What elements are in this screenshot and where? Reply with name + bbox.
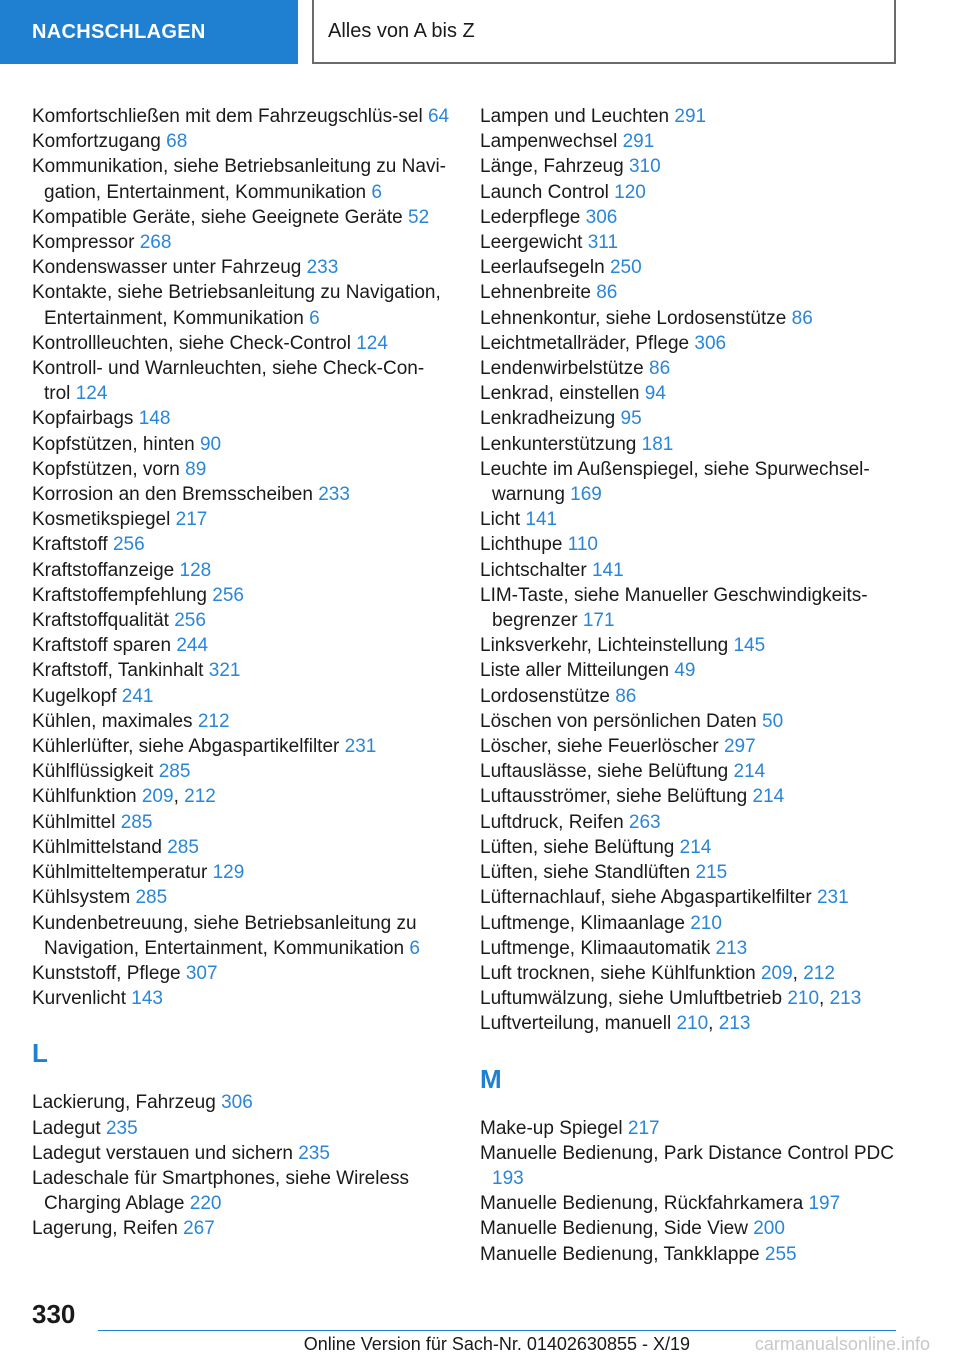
index-entry [480,936,900,961]
index-column-right [480,104,900,1267]
index-term: Kraftstoff, Tankinhalt [32,660,204,682]
index-term: Kondenswasser unter Fahrzeug [32,257,302,279]
index-term: Manuelle Bedienung, Side View [480,1218,748,1240]
index-entry [480,230,900,255]
online-version-note: Online Version für Sach-Nr. 01402630855 - X/19 [303,1334,690,1354]
index-term: Ladeschale für Smartphones, siehe Wireless Charging Ablage [32,1167,410,1215]
page-link[interactable]: 256 [212,584,244,606]
index-term: Kompatible Geräte, siehe Geeignete Geräte [32,206,403,228]
index-term: Kugelkopf [32,685,117,707]
index-entry [32,507,450,532]
index-term: Licht [480,509,521,531]
index-entry [32,457,450,482]
page-link[interactable]: 95 [620,408,642,430]
page-link[interactable]: 285 [135,887,168,909]
page-link[interactable]: 210 [676,1013,709,1035]
index-entry [480,911,900,936]
index-term: Komfortschließen mit dem Fahrzeugschlüs‐sel [32,106,423,127]
index-term: Lüften, siehe Standlüften [480,862,691,884]
index-entry [480,154,900,179]
index-term: Manuelle Bedienung, Tankklappe [480,1243,760,1265]
index-term: Kontakte, siehe Betriebsanleitung zu Navigation, Entertainment, Kommunikation [32,282,441,329]
index-term: Kraftstoffempfehlung [32,584,207,606]
page-link[interactable]: 212 [803,962,835,984]
index-entry [32,885,450,910]
index-term: Lordosenstütze [480,685,610,707]
index-term: Ladegut [32,1117,101,1139]
index-entry [32,356,450,406]
index-term: Kraftstoff [32,534,108,556]
page-link[interactable]: 89 [185,458,207,480]
index-entry [32,986,450,1011]
page-link[interactable]: 86 [615,685,637,707]
page-link[interactable]: 181 [641,433,674,455]
index-entry: Luftverteilung, manuell 210, 213 [480,1013,751,1035]
index-term: Kühlmittelstand [32,836,162,858]
index-term: Löschen von persönlichen Daten [480,710,757,732]
page-link[interactable]: 143 [131,988,163,1010]
index-entry [480,860,900,885]
index-entry [32,835,450,860]
index-section-letter: L [32,1038,48,1069]
index-term: Manuelle Bedienung, Park Distance Control PDC [480,1142,894,1164]
index-term: Kühlerlüfter, siehe Abgaspartikelfilter [32,736,340,758]
page-link[interactable]: 145 [733,635,766,657]
page-link[interactable]: 129 [212,862,245,884]
index-term: Lichtschalter [480,559,587,581]
index-term: Kühlmitteltemperatur [32,862,208,884]
index-term: Lampenwechsel [480,131,618,153]
index-term: Lenkradheizung [480,408,616,430]
page-link[interactable]: 220 [189,1193,222,1215]
index-entry [32,911,450,961]
index-term: Luftumwälzung, siehe Umluftbetrieb [480,988,783,1010]
page-link[interactable]: 212 [197,710,230,732]
section-tab[interactable]: NACHSCHLAGEN [0,0,298,64]
index-entry [480,180,900,205]
index-entry [480,709,900,734]
index-entry [480,759,900,784]
index-entry [480,1141,900,1191]
index-entry [32,709,450,734]
index-entry [480,1242,900,1267]
page-link[interactable]: 209 [760,962,793,984]
index-term: Kurvenlicht [32,988,126,1010]
page-link[interactable]: 214 [733,761,766,783]
index-entry [480,406,900,431]
index-entry [480,255,900,280]
index-entry [32,432,450,457]
index-term: Kunststoff, Pflege [32,962,181,984]
page-link[interactable]: 124 [356,332,388,354]
index-entry [32,684,450,709]
index-term: Luftdruck, Reifen [480,811,624,833]
page-link[interactable]: 94 [644,383,666,405]
page-link[interactable]: 217 [175,509,208,531]
index-term: Luftmenge, Klimaanlage [480,912,685,934]
index-entry [32,860,450,885]
index-term: Kühlen, maximales [32,710,193,732]
page-link[interactable]: 128 [179,559,212,581]
index-entry [32,331,450,356]
page-link[interactable]: 213 [718,1013,751,1035]
index-term: Leergewicht [480,232,583,254]
index-term: Launch Control [480,181,609,203]
page-link[interactable]: 267 [183,1218,215,1240]
page-link[interactable]: 209 [141,786,174,808]
index-term: Leuchte im Außenspiegel, siehe Spurwechsel‐warnung [480,458,870,506]
page-link[interactable]: 285 [167,836,199,858]
page-number: 330 [32,1299,76,1329]
index-term: Kommunikation, siehe Betriebsanleitung zu Navi‐gation, Entertainment, Kommunikation [32,156,446,203]
index-entry [480,432,900,457]
index-entry [32,129,450,154]
index-entry: Kühlfunktion 209, 212 [32,786,216,808]
index-term: Löscher, siehe Feuerlöscher [480,736,719,758]
index-entry [480,1216,900,1241]
index-entry [32,104,450,129]
page-link[interactable]: 268 [139,232,172,254]
index-term: Kompressor [32,232,135,254]
page-link[interactable]: 231 [816,887,849,909]
index-term: Kopfstützen, hinten [32,433,195,455]
page-link[interactable]: 197 [808,1193,841,1215]
page-link[interactable]: 241 [121,685,154,707]
index-entry [480,331,900,356]
page-link[interactable]: 297 [723,736,756,758]
page-link[interactable]: 200 [753,1218,785,1240]
index-term: Luftverteilung, manuell [480,1013,672,1035]
index-entry [32,255,450,280]
index-entry [32,482,450,507]
index-term: Manuelle Bedienung, Rückfahrkamera [480,1193,804,1215]
index-term: Ladegut verstauen und sichern [32,1142,293,1164]
index-term: Lagerung, Reifen [32,1218,178,1240]
index-entry [480,356,900,381]
page-link[interactable]: 214 [752,786,785,808]
index-entry [32,810,450,835]
page-link[interactable]: 171 [582,610,615,632]
page-link[interactable]: 213 [715,937,748,959]
index-term: Lackierung, Fahrzeug [32,1092,216,1114]
index-term: Lendenwirbelstütze [480,358,644,380]
index-term: Kundenbetreuung, siehe Betriebsanleitung zu Navigation, Entertainment, Kommunikation [32,912,417,959]
page-link[interactable]: 306 [221,1092,253,1114]
index-entry [480,280,900,305]
index-term: Länge, Fahrzeug [480,156,624,178]
index-entry [480,1116,900,1141]
index-term: Linksverkehr, Lichteinstellung [480,635,729,657]
page-link[interactable]: 307 [185,962,218,984]
page-link[interactable]: 50 [762,710,784,732]
index-entry [480,104,900,129]
chapter-title: Alles von A bis Z [312,0,896,64]
index-entry [32,1216,450,1241]
index-entry: Luft trocknen, siehe Kühlfunktion 209, 212 [480,962,835,984]
page-link[interactable]: 263 [628,811,661,833]
page-link[interactable]: 306 [694,332,727,354]
page-link[interactable]: 6 [409,937,420,959]
index-entry [32,406,450,431]
page-link[interactable]: 141 [525,509,558,531]
index-term: Luftmenge, Klimaautomatik [480,937,711,959]
index-term: Kühlflüssigkeit [32,761,154,783]
index-entry [480,583,900,633]
index-entry [32,154,450,204]
index-entry [480,885,900,910]
index-term: Luft trocknen, siehe Kühlfunktion [480,962,756,984]
index-section-letter: M [480,1063,502,1094]
page-link[interactable]: 291 [622,131,655,153]
index-term: Korrosion an den Bremsscheiben [32,484,313,506]
page-link[interactable]: 250 [609,257,642,279]
page-link[interactable]: 120 [614,181,646,203]
index-column-left [32,104,450,1242]
index-term: Lenkrad, einstellen [480,383,640,405]
index-term: Luftauslässe, siehe Belüftung [480,761,729,783]
index-entry [32,583,450,608]
page-link[interactable]: 210 [787,988,820,1010]
index-entry [480,658,900,683]
index-entry [32,205,450,230]
index-term: Lampen und Leuchten [480,106,670,127]
page-link[interactable]: 141 [591,559,624,581]
index-entry [32,1090,450,1115]
page-link[interactable]: 311 [587,232,619,254]
index-entry [480,835,900,860]
index-term: Kraftstoffanzeige [32,559,175,581]
index-term: Luftausströmer, siehe Belüftung [480,786,748,808]
page-link[interactable]: 291 [674,106,707,127]
index-entry [480,457,900,507]
page-link[interactable]: 86 [791,307,813,329]
index-term: Kosmetikspiegel [32,509,171,531]
page-link[interactable]: 193 [492,1167,524,1189]
index-entry [32,532,450,557]
index-term: Kontroll- und Warnleuchten, siehe Check-Con‐trol [32,358,425,405]
page-link[interactable]: 235 [298,1142,330,1164]
page-link[interactable]: 64 [427,106,450,127]
index-entry [480,381,900,406]
index-term: Make-up Spiegel [480,1117,623,1139]
index-entry [480,633,900,658]
index-term: Liste aller Mitteilungen [480,660,670,682]
index-entry [32,1116,450,1141]
index-entry [480,532,900,557]
page-link[interactable]: 86 [649,358,671,380]
page-link[interactable]: 235 [105,1117,138,1139]
index-term: Kopfairbags [32,408,134,430]
index-term: Lenkunterstützung [480,433,637,455]
footer-divider [98,1330,896,1331]
page-link[interactable]: 256 [112,534,145,556]
index-term: Kühlsystem [32,887,131,909]
index-term: Leichtmetallräder, Pflege [480,332,690,354]
index-entry [480,507,900,532]
page-link[interactable]: 233 [306,257,339,279]
index-entry [480,784,900,809]
index-entry [32,658,450,683]
page-link[interactable]: 68 [166,131,188,153]
index-entry [480,810,900,835]
index-entry [32,558,450,583]
page-link[interactable]: 215 [695,862,728,884]
index-term: Kopfstützen, vorn [32,458,180,480]
page-link[interactable]: 86 [596,282,618,304]
page-link[interactable]: 49 [674,660,696,682]
index-term: Kühlfunktion [32,786,137,808]
index-term: Komfortzugang [32,131,161,153]
index-entry [32,633,450,658]
page-link[interactable]: 310 [628,156,661,178]
index-entry [32,230,450,255]
page-link[interactable]: 124 [75,383,108,405]
page-link[interactable]: 6 [309,307,320,329]
index-entry [32,734,450,759]
index-entry [480,205,900,230]
page-link[interactable]: 244 [176,635,209,657]
page-link[interactable]: 212 [184,786,216,808]
index-entry [480,734,900,759]
page-link[interactable]: 285 [120,811,153,833]
index-term: Leerlaufsegeln [480,257,605,279]
page-link[interactable]: 233 [318,484,350,506]
page-link[interactable]: 217 [627,1117,660,1139]
page-link[interactable]: 256 [174,610,206,632]
index-entry [32,961,450,986]
index-term: Kühlmittel [32,811,116,833]
index-entry [32,1166,450,1216]
page-link[interactable]: 110 [567,534,598,556]
index-entry [32,1141,450,1166]
page-link[interactable]: 306 [585,206,618,228]
index-entry [480,306,900,331]
page-link[interactable]: 213 [829,988,862,1010]
index-entry [32,608,450,633]
page-link[interactable]: 6 [371,181,382,203]
index-term: Kontrollleuchten, siehe Check-Control [32,332,351,354]
page-link[interactable]: 285 [158,761,191,783]
page-link[interactable]: 214 [679,836,712,858]
page-link[interactable]: 169 [570,484,602,506]
index-entry [480,558,900,583]
index-term: Lüfternachlauf, siehe Abgaspartikelfilter [480,887,812,909]
index-entry [480,684,900,709]
page-link[interactable]: 321 [208,660,241,682]
index-term: Lehnenkontur, siehe Lordosenstütze [480,307,787,329]
index-term: Kraftstoff sparen [32,635,172,657]
index-term: Lehnenbreite [480,282,591,304]
index-term: LIM-Taste, siehe Manueller Geschwindigkeits‐begrenzer [480,584,868,632]
watermark: carmanualsonline.info [754,1334,930,1354]
page-link[interactable]: 255 [764,1243,797,1265]
index-term: Kraftstoffqualität [32,610,169,632]
index-entry [480,1191,900,1216]
index-term: Lederpflege [480,206,581,228]
page-link[interactable]: 210 [690,912,722,934]
index-entry: Luftumwälzung, siehe Umluftbetrieb 210, 213 [480,988,862,1010]
page-link[interactable]: 52 [408,206,430,228]
page-link[interactable]: 148 [138,408,171,430]
index-term: Lichthupe [480,534,563,556]
index-entry [32,759,450,784]
index-entry [32,280,450,330]
page-link[interactable]: 231 [344,736,377,758]
page-link[interactable]: 90 [199,433,222,455]
index-term: Lüften, siehe Belüftung [480,836,675,858]
index-entry [480,129,900,154]
